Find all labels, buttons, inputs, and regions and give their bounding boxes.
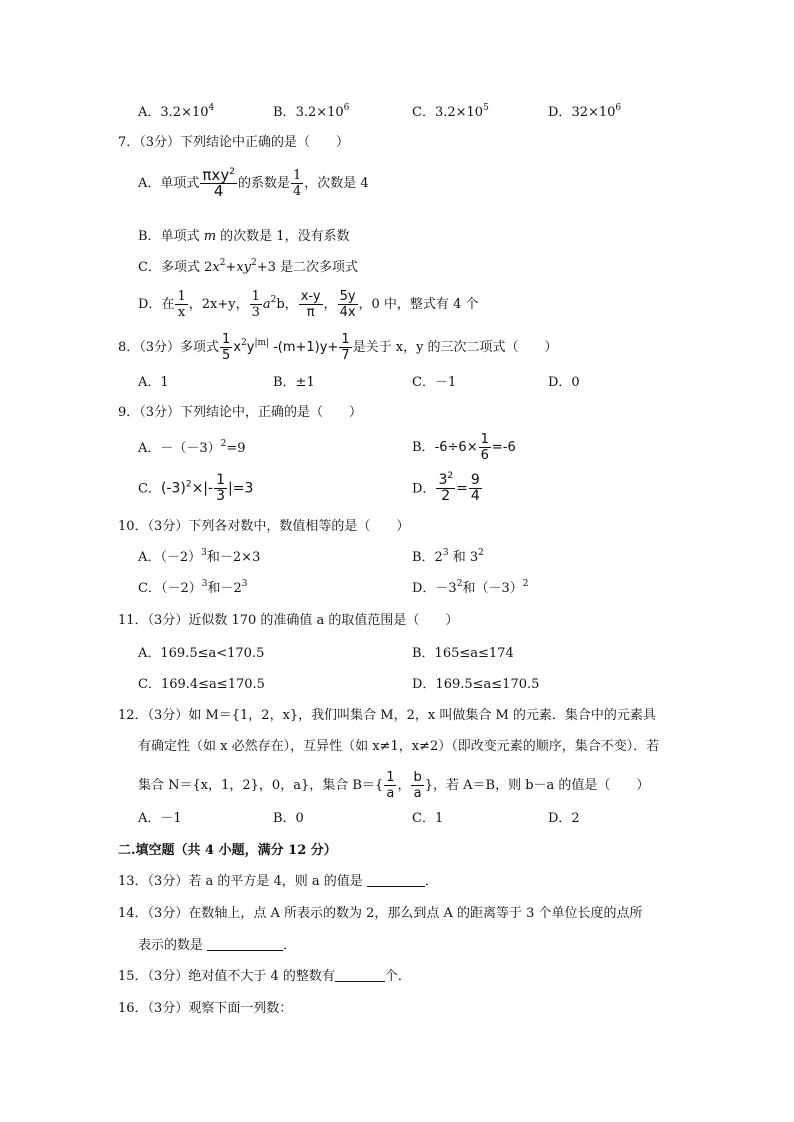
q12-fraction-2: $\frac{b}{a}$ [413, 770, 422, 801]
q16-text: 16．（3分）观察下面一列数： [118, 1001, 293, 1016]
q8-option-c: C．－1 [412, 375, 457, 390]
q7-d-fraction-3: $\frac{x-y}{\pi}$ [300, 289, 321, 320]
q13-answer-blank[interactable] [367, 874, 425, 887]
q12-fraction-1: $\frac{1}{a}$ [386, 770, 395, 801]
q8-fraction-1: $\frac{1}{5}$ [222, 332, 231, 363]
q9-d-fraction-left: $\frac{3^2}{2}$ [438, 471, 454, 504]
q12-line-1: 12．（3分）如 M＝{1，2，x}，我们叫集合 M，2，x 叫做集合 M 的元素．集合中的元素具 [118, 708, 656, 723]
q11-option-a: A．169.5≤a<170.5 [138, 646, 265, 661]
q11-stem: 11．（3分）近似数 170 的准确值 a 的取值范围是（ ） [118, 613, 459, 628]
q8-stem: 8．（3分）多项式 $\frac{1}{5}$ $x^2y^{|m|}$ -(m+1)y+ $\frac{1}{7}$ 是关于 x，y 的三次二项式（ ） [118, 332, 558, 363]
q7-a-fraction: $\frac{\pi xy^2}{4}$ [202, 166, 235, 200]
q8-option-a: A．1 [138, 375, 169, 390]
q12-option-d: D．2 [548, 811, 580, 826]
q6-option-b: B．$3.2\times 10^6$ [273, 103, 350, 120]
q7-a-coef-fraction: $\frac{1}{4}$ [292, 168, 302, 199]
q11-option-d: D．169.5≤a≤170.5 [412, 677, 540, 692]
q11-option-c: C．169.4≤a≤170.5 [138, 677, 265, 692]
q12-option-a: A．－1 [138, 811, 182, 826]
q10-option-c: C．$(-2)^3$和$-2^3$ [138, 579, 248, 596]
q6-option-d: D．$32\times 10^6$ [548, 103, 622, 120]
q8-option-b: B．±1 [273, 375, 315, 390]
q15-text: 15．（3分）绝对值不大于 4 的整数有 个． [118, 969, 411, 984]
q10-option-b: B．$2^3$ 和 $3^2$ [412, 548, 484, 565]
q6-option-c: C．$3.2\times 10^5$ [412, 103, 489, 120]
q7-d-fraction-2: $\frac{1}{3}$ [251, 289, 260, 320]
q14-line-1: 14．（3分）在数轴上，点 A 所表示的数为 2，那么到点 A 的距离等于 3 个单位长度的点所 [118, 906, 643, 921]
q10-option-a: A．$(-2)^3$和－2×3 [138, 548, 261, 565]
q7-d-fraction-1: $\frac{1}{x}$ [177, 289, 186, 320]
q6-option-a: A．$3.2\times 10^4$ [138, 103, 215, 120]
q7-option-d: D．在 $\frac{1}{x}$ ，2x+y， $\frac{1}{3}$ $a^2b$， $\frac{x-y}{\pi}$ ， $\frac{5y}{4x}$ ，0 中，整式有 4 个 [138, 289, 479, 320]
q9-option-a: A．$-(-3)^2=9$ [138, 439, 246, 456]
q7-option-a: A．单项式 $\frac{\pi xy^2}{4}$ 的系数是 $\frac{1}{4}$ ，次数是 4 [138, 166, 369, 200]
q9-option-d: D． $\frac{3^2}{2}$ = $\frac{9}{4}$ [412, 471, 480, 504]
section-2-title: 二.填空题（共 4 小题，满分 12 分） [118, 843, 337, 858]
q13-text: 13．（3分）若 a 的平方是 4，则 a 的值是 ． [118, 874, 438, 889]
q9-stem: 9．（3分）下列结论中，正确的是（ ） [118, 405, 363, 420]
q12-line-3: 集合 N＝{x，1，2}，0，a}，集合 B＝{ $\frac{1}{a}$ ， $\frac{b}{a}$ }，若 A＝B，则 b－a 的值是（ ） [138, 770, 650, 801]
q8-option-d: D．0 [548, 375, 580, 390]
q10-option-d: D．$-3^2$和$(-3)^2$ [412, 579, 529, 596]
q9-option-b: B．-6÷6× $\frac{1}{6}$ =-6 [412, 432, 516, 463]
q9-c-fraction: $\frac{1}{3}$ [216, 472, 225, 504]
q12-option-b: B．0 [273, 811, 304, 826]
q12-option-c: C．1 [412, 811, 444, 826]
q8-fraction-2: $\frac{1}{7}$ [341, 332, 350, 363]
q9-b-fraction: $\frac{1}{6}$ [480, 432, 489, 463]
q15-answer-blank[interactable] [335, 969, 385, 982]
q7-option-b: B．单项式 m 的次数是 1，没有系数 [138, 229, 350, 244]
q9-option-c: C．$(-3)^2\times|-$ $\frac{1}{3}$ |=3 [138, 472, 254, 504]
q14-line-2: 表示的数是 ． [138, 938, 297, 953]
q14-answer-blank[interactable] [207, 938, 283, 951]
q12-line-2: 有确定性（如 x 必然存在），互异性（如 x≠1，x≠2）（即改变元素的顺序，集合不变）．若 [138, 739, 660, 754]
q7-option-c: C．多项式 $2x^2+xy^2+3$ 是二次多项式 [138, 258, 359, 275]
q7-stem: 7．（3分）下列结论中正确的是（ ） [118, 135, 350, 150]
q11-option-b: B．165≤a≤174 [412, 646, 514, 661]
q9-d-fraction-right: $\frac{9}{4}$ [470, 472, 480, 504]
q7-d-fraction-4: $\frac{5y}{4x}$ [339, 289, 356, 320]
q10-stem: 10．（3分）下列各对数中，数值相等的是（ ） [118, 519, 410, 534]
